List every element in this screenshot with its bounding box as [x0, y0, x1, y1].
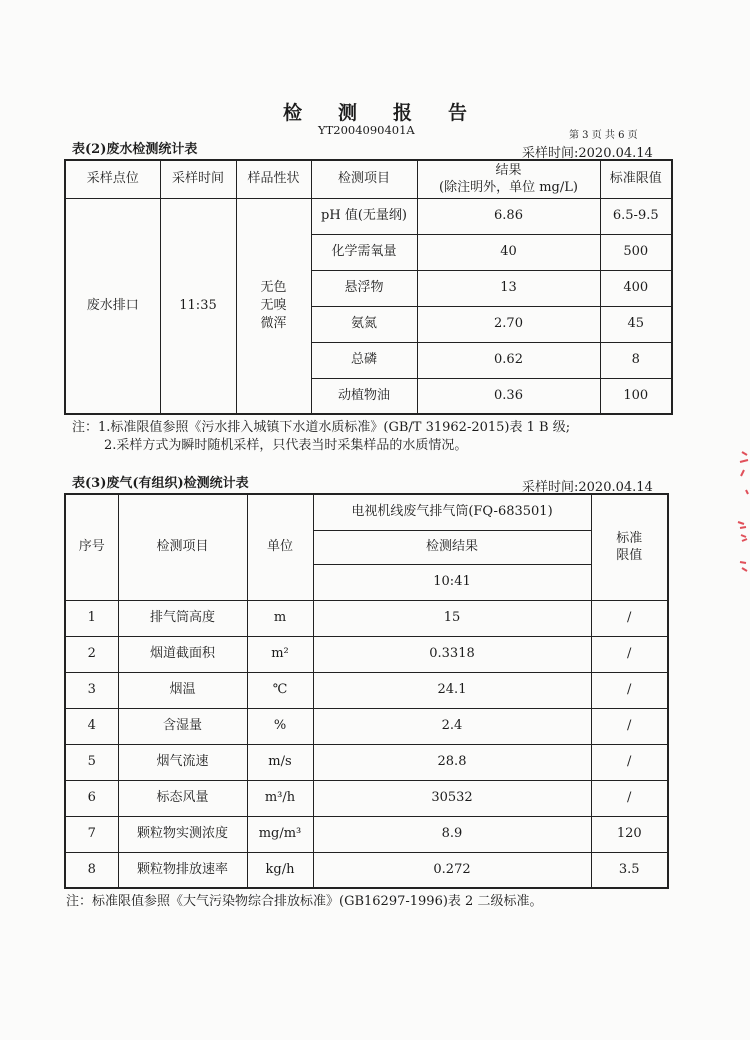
sampling-point: 废水排口 [65, 198, 160, 414]
sampling-time: 11:35 [160, 198, 236, 414]
result-value: 0.36 [417, 378, 600, 414]
limit-value: 8 [600, 342, 672, 378]
exhaust-note: 注：标准限值参照《大气污染物综合排放标准》(GB16297-1996)表 2 二级标准。 [66, 894, 543, 909]
test-item: 总磷 [311, 342, 417, 378]
sample-nature [236, 198, 311, 414]
table-row [65, 816, 668, 852]
limit-value: 400 [600, 270, 672, 306]
table-row [65, 636, 668, 672]
test-item: 标态风量 [118, 780, 247, 816]
nature-odor: 无嗅 [260, 297, 287, 313]
table-header-row [65, 494, 668, 530]
result-value: 0.62 [417, 342, 600, 378]
header-result-line1: 结果 [495, 162, 522, 178]
limit-value: 45 [600, 306, 672, 342]
test-item: 排气筒高度 [118, 600, 247, 636]
unit: m/s [247, 744, 313, 780]
limit-value: 100 [600, 378, 672, 414]
header-test-item: 检测项目 [311, 160, 417, 198]
result-value: 2.70 [417, 306, 600, 342]
wastewater-table [64, 159, 673, 415]
result-value: 30532 [313, 780, 591, 816]
page-info: 第 3 页 共 6 页 [569, 130, 638, 141]
nature-color: 无色 [260, 280, 287, 296]
exhaust-sampling-time: 采样时间:2020.04.14 [522, 480, 653, 495]
header-limit-line1: 标准 [616, 530, 643, 546]
test-item: pH 值(无量纲) [311, 198, 417, 234]
limit-value: / [591, 636, 668, 672]
unit: m² [247, 636, 313, 672]
table-row [65, 780, 668, 816]
limit-value: 120 [591, 816, 668, 852]
header-test-result: 检测结果 [313, 530, 591, 564]
unit: ℃ [247, 672, 313, 708]
header-unit: 单位 [247, 494, 313, 600]
header-no: 序号 [65, 494, 118, 600]
row-no: 1 [65, 600, 118, 636]
test-item: 氨氮 [311, 306, 417, 342]
result-value: 6.86 [417, 198, 600, 234]
result-value: 24.1 [313, 672, 591, 708]
limit-value: 500 [600, 234, 672, 270]
row-no: 3 [65, 672, 118, 708]
result-value: 2.4 [313, 708, 591, 744]
unit: kg/h [247, 852, 313, 888]
limit-value: 3.5 [591, 852, 668, 888]
row-no: 8 [65, 852, 118, 888]
exhaust-table [64, 493, 669, 889]
header-test-item: 检测项目 [118, 494, 247, 600]
test-item: 烟温 [118, 672, 247, 708]
exhaust-table-title: 表(3)废气(有组织)检测统计表 [72, 476, 249, 491]
row-no: 2 [65, 636, 118, 672]
header-standard-limit: 标准限值 [600, 160, 672, 198]
limit-value: / [591, 708, 668, 744]
nature-turbidity: 微浑 [260, 315, 287, 331]
result-value: 15 [313, 600, 591, 636]
stamp-fragment-icon [720, 440, 750, 590]
wastewater-table-title: 表(2)废水检测统计表 [72, 142, 198, 157]
limit-value: / [591, 744, 668, 780]
row-no: 7 [65, 816, 118, 852]
test-item: 化学需氧量 [311, 234, 417, 270]
header-sampling-clock: 10:41 [313, 564, 591, 600]
header-result [417, 160, 600, 198]
table-row [65, 744, 668, 780]
header-sampling-time: 采样时间 [160, 160, 236, 198]
header-sample-nature: 样品性状 [236, 160, 311, 198]
header-result-line2: (除注明外，单位 mg/L) [439, 180, 578, 196]
table-row [65, 852, 668, 888]
result-value: 28.8 [313, 744, 591, 780]
limit-value: 6.5-9.5 [600, 198, 672, 234]
wastewater-note-1: 注：1.标准限值参照《污水排入城镇下水道水质标准》(GB/T 31962-2015)表 1 B 级; [72, 420, 571, 435]
result-value: 13 [417, 270, 600, 306]
test-item: 颗粒物排放速率 [118, 852, 247, 888]
test-item: 颗粒物实测浓度 [118, 816, 247, 852]
test-item: 动植物油 [311, 378, 417, 414]
report-number: YT2004090401A [318, 123, 415, 137]
row-no: 6 [65, 780, 118, 816]
report-title: 检测报告 [282, 102, 503, 124]
test-item: 悬浮物 [311, 270, 417, 306]
unit: m [247, 600, 313, 636]
test-item: 含湿量 [118, 708, 247, 744]
result-value: 40 [417, 234, 600, 270]
limit-value: / [591, 780, 668, 816]
table-row [65, 672, 668, 708]
result-value: 0.3318 [313, 636, 591, 672]
unit: % [247, 708, 313, 744]
test-item: 烟道截面积 [118, 636, 247, 672]
unit: mg/m³ [247, 816, 313, 852]
row-no: 5 [65, 744, 118, 780]
limit-value: / [591, 600, 668, 636]
header-sampling-point: 采样点位 [65, 160, 160, 198]
result-value: 8.9 [313, 816, 591, 852]
wastewater-note-2: 2.采样方式为瞬时随机采样，只代表当时采集样品的水质情况。 [104, 438, 468, 453]
header-exhaust-source: 电视机线废气排气筒(FQ-683501) [313, 494, 591, 530]
test-item: 烟气流速 [118, 744, 247, 780]
unit: m³/h [247, 780, 313, 816]
header-limit-line2: 限值 [616, 548, 643, 564]
row-no: 4 [65, 708, 118, 744]
result-value: 0.272 [313, 852, 591, 888]
table-row [65, 198, 672, 234]
table-header-row [65, 160, 672, 198]
limit-value: / [591, 672, 668, 708]
table-row [65, 708, 668, 744]
header-standard-limit [591, 494, 668, 600]
table-row [65, 600, 668, 636]
wastewater-sampling-time: 采样时间:2020.04.14 [522, 146, 653, 161]
